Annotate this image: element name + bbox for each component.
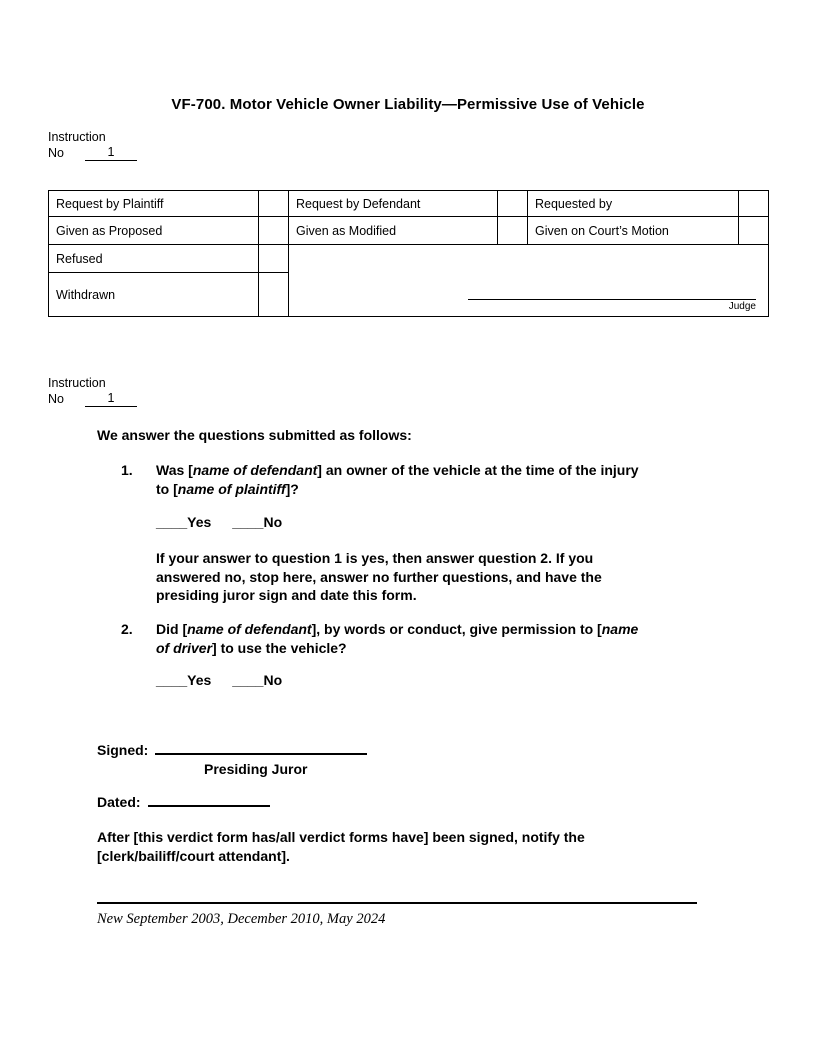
- form-title: VF-700. Motor Vehicle Owner Liability—Permissive Use of Vehicle: [171, 96, 645, 113]
- checkbox-cell: [739, 217, 769, 245]
- instruction-number-block-bottom: [48, 376, 137, 407]
- instruction-number-blank: 1: [85, 391, 137, 407]
- cell-request-by-defendant: Request by Defendant: [289, 191, 498, 217]
- closing-note: After [this verdict form has/all verdict forms have] been signed, notify the [clerk/bailiff/court attendant].: [97, 829, 585, 864]
- checkbox-cell: [259, 217, 289, 245]
- question-2-number: 2.: [121, 621, 133, 637]
- answer-blank: ____: [232, 514, 264, 530]
- instruction-no-label: No: [48, 146, 64, 160]
- request-status-table: [48, 190, 769, 317]
- checkbox-cell: [259, 245, 289, 273]
- checkbox-cell: [498, 191, 528, 217]
- judge-signature-block: [468, 299, 756, 313]
- checkbox-cell: [739, 191, 769, 217]
- cell-withdrawn: Withdrawn: [49, 273, 259, 317]
- presiding-juror-signature-line: [155, 741, 367, 755]
- no-label: No: [263, 514, 283, 530]
- question-1-answer-row: [156, 514, 282, 530]
- judge-signature-cell: [289, 245, 769, 317]
- question-2-answer-row: [156, 672, 282, 688]
- instruction-number-block-top: [48, 130, 137, 161]
- answer-blank: ____: [156, 672, 188, 688]
- cell-given-on-courts-motion: Given on Court’s Motion: [528, 217, 739, 245]
- no-label: No: [263, 672, 283, 688]
- cell-given-as-modified: Given as Modified: [289, 217, 498, 245]
- instruction-no-label: No: [48, 392, 64, 406]
- presiding-juror-caption: Presiding Juror: [204, 761, 308, 777]
- judge-label: Judge: [728, 301, 756, 312]
- instruction-label: Instruction: [48, 376, 106, 390]
- dated-row: [97, 793, 270, 810]
- question-1: [121, 461, 639, 498]
- cell-request-by-plaintiff: Request by Plaintiff: [49, 191, 259, 217]
- signed-row: [97, 741, 367, 758]
- yes-label: Yes: [187, 514, 212, 530]
- question-1-text: Was [name of defendant] an owner of the vehicle at the time of the injury to [name of plaintiff]?: [156, 462, 639, 497]
- footer-revision-note: New September 2003, December 2010, May 2024: [97, 911, 386, 927]
- table-row: [49, 245, 769, 273]
- date-line: [148, 793, 270, 807]
- instruction-no-row: [48, 391, 137, 407]
- instruction-no-row: [48, 145, 137, 161]
- cell-requested-by: Requested by: [528, 191, 739, 217]
- checkbox-cell: [498, 217, 528, 245]
- question-2-text: Did [name of defendant], by words or conduct, give permission to [name of driver] to use the vehicle?: [156, 621, 639, 656]
- instruction-label: Instruction: [48, 130, 106, 144]
- signed-label: Signed:: [97, 742, 149, 758]
- footer-rule: [97, 902, 697, 904]
- question-1-number: 1.: [121, 462, 133, 478]
- yes-label: Yes: [187, 672, 212, 688]
- checkbox-cell: [259, 273, 289, 317]
- verdict-intro: We answer the questions submitted as follows:: [97, 427, 412, 443]
- cell-refused: Refused: [49, 245, 259, 273]
- checkbox-cell: [259, 191, 289, 217]
- table-row: [49, 217, 769, 245]
- table-row: [49, 191, 769, 217]
- question-1-followup: If your answer to question 1 is yes, then answer question 2. If you answered no, stop here, answer no further questions, and have the presiding juror sign and date this form.: [156, 550, 602, 603]
- answer-blank: ____: [232, 672, 264, 688]
- cell-given-as-proposed: Given as Proposed: [49, 217, 259, 245]
- dated-label: Dated:: [97, 794, 141, 810]
- instruction-number-blank: 1: [85, 145, 137, 161]
- answer-blank: ____: [156, 514, 188, 530]
- question-2: [121, 620, 638, 657]
